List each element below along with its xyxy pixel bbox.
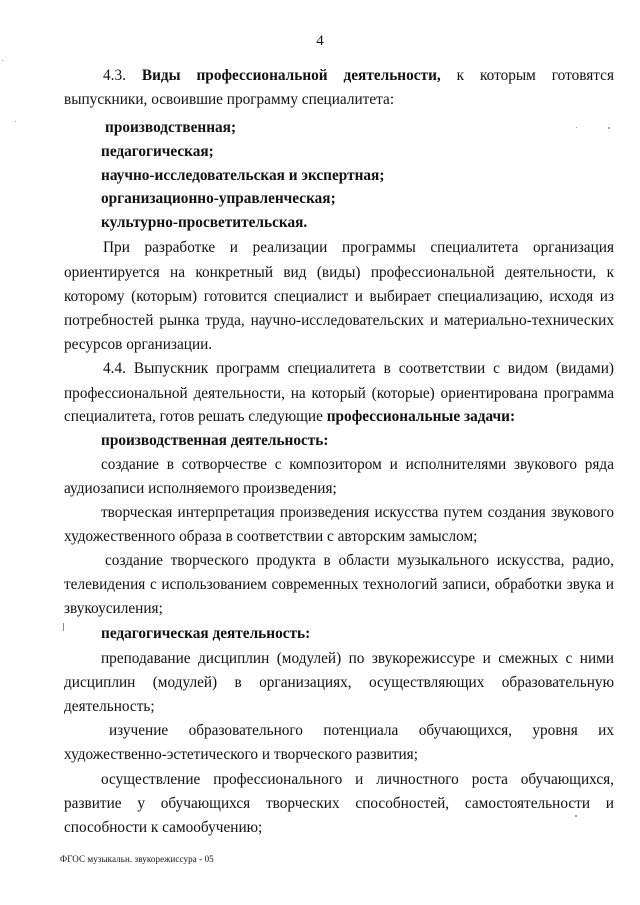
activity-kind: научно-исследовательская и экспертная; <box>101 167 385 184</box>
scan-speck <box>2 60 3 61</box>
task-line: художественно-эстетического и творческого развития; <box>64 746 418 763</box>
task-line: звукоусиления; <box>64 600 163 617</box>
tasks-lead: специалитета, готов решать следующие <box>64 408 327 425</box>
task-line: аудиозаписи исполняемого произведения; <box>64 480 337 497</box>
page-number: 4 <box>316 33 324 49</box>
section-number: 4.3. <box>103 67 126 84</box>
section-4-4-line <box>64 407 614 427</box>
scan-speck <box>575 815 577 817</box>
section-4-4-line: 4.4. Выпускник программ специалитета в соответствии с видом (видами) <box>103 360 614 377</box>
scan-speck <box>576 127 577 128</box>
scan-speck <box>15 121 16 122</box>
activity-kind: организационно-управленческая; <box>101 190 336 207</box>
section-4-4-line: профессиональной деятельности, на который (которые) ориентирована программа <box>64 385 614 402</box>
scan-speck <box>63 623 64 631</box>
task-line: осуществление профессионального и личностного роста обучающихся, <box>101 771 614 788</box>
paragraph-line: ориентируется на конкретный вид (виды) профессиональной деятельности, к <box>64 264 614 281</box>
task-line: дисциплин (модулей) в организациях, осуществляющих образовательную <box>64 674 614 691</box>
task-line: художественного образа в соответствии с авторским замыслом; <box>64 528 478 545</box>
footer-text: ФГОС музыкальн. звукорежиссура - 05 <box>60 854 214 864</box>
paragraph-line: которому (которым) готовится специалист и выбирает специализацию, исходя из <box>64 288 614 305</box>
pedagogical-heading: педагогическая деятельность: <box>101 625 311 642</box>
section-intro-tail: к которым готовятся <box>456 67 614 84</box>
section-4-3-heading-line <box>103 66 614 86</box>
activity-kind: производственная; <box>105 119 237 136</box>
paragraph-line: При разработке и реализации программы специалитета организация <box>103 239 614 256</box>
task-line: преподавание дисциплин (модулей) по звукорежиссуре и смежных с ними <box>101 650 614 667</box>
task-line: телевидения с использованием современных технологий записи, обработки звука и <box>64 576 614 593</box>
scan-speck <box>608 127 610 129</box>
paragraph-line: потребностей рынка труда, научно-исследовательских и материально-технических <box>64 312 614 329</box>
paragraph-line: ресурсов организации. <box>64 336 213 353</box>
task-line: изучение образовательного потенциала обучающихся, уровня их <box>109 722 614 739</box>
task-line: творческая интерпретация произведения искусства путем создания звукового <box>101 504 614 521</box>
section-intro-line: выпускники, освоившие программу специалитета: <box>64 91 395 108</box>
activity-kind: педагогическая; <box>101 143 214 160</box>
tasks-term: профессиональные задачи: <box>326 408 516 425</box>
task-line: развитие у обучающихся творческих способностей, самостоятельности и <box>64 795 614 812</box>
section-title: Виды профессиональной деятельности, <box>141 67 441 84</box>
activity-kind: культурно-просветительская. <box>101 214 308 231</box>
task-line: деятельность; <box>64 698 155 715</box>
task-line: создание в сотворчестве с композитором и исполнителями звукового ряда <box>101 456 614 473</box>
task-line: создание творческого продукта в области музыкального искусства, радио, <box>105 552 614 569</box>
task-line: способности к самообучению; <box>64 819 263 836</box>
production-heading: производственная деятельность: <box>101 432 329 449</box>
